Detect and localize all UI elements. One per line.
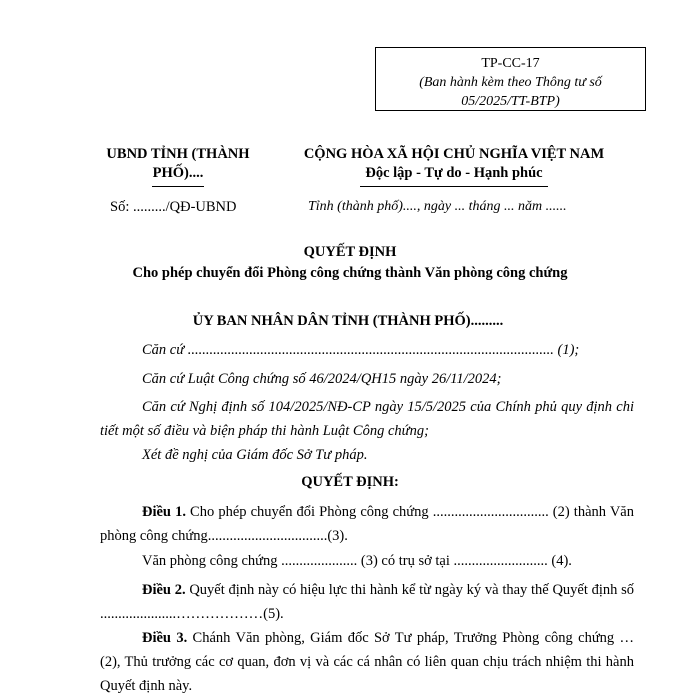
document-title: QUYẾT ĐỊNH — [303, 244, 397, 260]
motto: Độc lập - Tự do - Hạnh phúc — [365, 165, 543, 181]
basis-4: Xét đề nghị của Giám đốc Sở Tư pháp. — [142, 447, 368, 463]
national-heading — [283, 145, 625, 183]
article-2-label: Điều 2. — [142, 582, 186, 598]
article-1 — [100, 500, 634, 548]
article-2 — [100, 578, 634, 626]
document-number: Số: ........./QĐ-UBND — [110, 199, 237, 215]
issuing-agency — [92, 145, 264, 183]
motto-underline — [360, 186, 548, 187]
article-3-text: Chánh Văn phòng, Giám đốc Sở Tư pháp, Trưởng Phòng công chứng … (2), Thủ trưởng các cơ quan, đơn vị và các cá nhân có liên quan chịu trách nhiệm thi hành Quyết định này. — [100, 630, 635, 694]
basis-2: Căn cứ Luật Công chứng số 46/2024/QH15 ngày 26/11/2024; — [142, 371, 502, 387]
form-code: TP-CC-17 — [481, 56, 540, 71]
form-code-box — [375, 47, 646, 111]
agency-underline — [152, 186, 204, 187]
article-1-text: Cho phép chuyển đổi Phòng công chứng ................................ (2) thành Văn phòng công chứng.................................(3). — [100, 504, 634, 544]
article-1-label: Điều 1. — [142, 504, 186, 520]
basis-1: Căn cứ ..................................................................................................... (1); — [142, 342, 580, 358]
document-subtitle: Cho phép chuyển đổi Phòng công chứng thành Văn phòng công chứng — [132, 265, 568, 281]
form-note-line1: (Ban hành kèm theo Thông tư số — [419, 75, 602, 90]
country-name: CỘNG HÒA XÃ HỘI CHỦ NGHĨA VIỆT NAM — [303, 146, 605, 162]
agency-line2: PHỐ).... — [152, 165, 204, 181]
decide-heading: QUYẾT ĐỊNH: — [301, 474, 399, 490]
form-note-line2: 05/2025/TT-BTP) — [461, 94, 560, 109]
article-3-label: Điều 3. — [142, 630, 188, 646]
authority-heading: ỦY BAN NHÂN DÂN TỈNH (THÀNH PHỐ)......... — [192, 313, 504, 329]
place-date: Tỉnh (thành phố)...., ngày ... tháng ... năm ...... — [308, 199, 567, 214]
article-3 — [100, 626, 634, 698]
article-2-text: Quyết định này có hiệu lực thi hành kể từ ngày ký và thay thế Quyết định số .....................………………(5). — [100, 582, 634, 622]
article-1-extra: Văn phòng công chứng ..................... (3) có trụ sở tại .......................... (4). — [142, 553, 572, 569]
agency-line1: UBND TỈNH (THÀNH — [106, 146, 250, 162]
basis-3: Căn cứ Nghị định số 104/2025/NĐ-CP ngày 15/5/2025 của Chính phủ quy định chi tiết một số điều và biện pháp thi hành Luật Công chứng; — [100, 399, 634, 439]
